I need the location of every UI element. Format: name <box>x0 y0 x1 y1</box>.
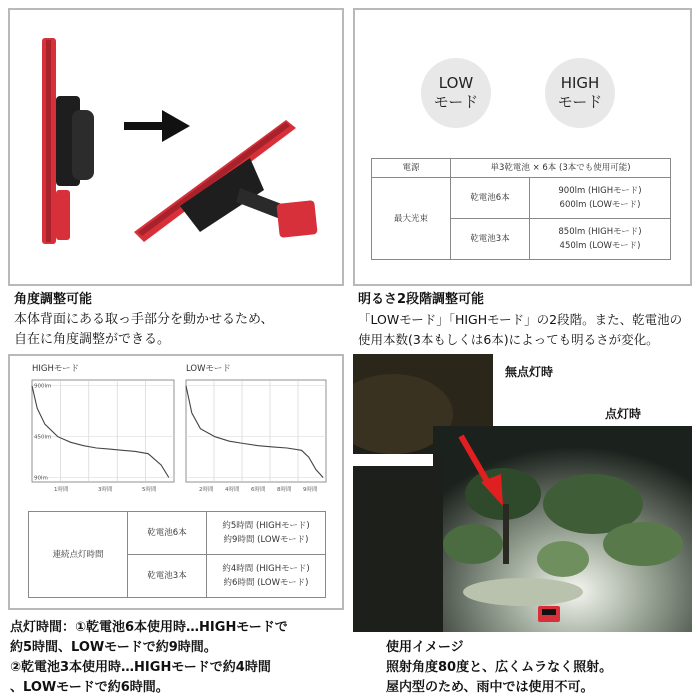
runtime-battery6-values <box>207 512 326 555</box>
caption-usage-line1: 使用イメージ <box>386 640 464 655</box>
battery6-values <box>530 178 671 219</box>
high-mode-line2: モード <box>557 93 603 111</box>
runtime-battery3-values <box>207 555 326 598</box>
caption-brightness-line3: 使用本数(3本もしくは6本)によっても明るさが変化。 <box>358 332 659 347</box>
high-mode-badge <box>545 58 615 128</box>
caption-runtime-line1: 点灯時間：①乾電池6本使用時…HIGHモードで <box>10 620 288 635</box>
battery6-label: 乾電池6本 <box>451 178 530 219</box>
chart-xtick-0-0: 1時間 <box>54 487 69 493</box>
runtime-battery6-label: 乾電池6本 <box>128 512 207 555</box>
chart-ytick-0-2: 90lm <box>34 475 48 482</box>
chart-xtick-1-3: 8時間 <box>277 487 292 493</box>
low-mode-line2: モード <box>433 93 479 111</box>
chart-ytick-0-0: 900lm <box>34 383 52 390</box>
battery6-low: 600lm (LOWモード) <box>559 200 641 210</box>
chart-frame-1 <box>186 380 326 482</box>
caption-brightness <box>358 290 682 350</box>
chart-frame-0 <box>32 380 174 482</box>
product-illustration <box>10 10 342 284</box>
label-lit: 点灯時 <box>605 407 642 421</box>
battery3-label: 乾電池3本 <box>451 219 530 260</box>
arrow-right-icon <box>124 110 190 142</box>
runtime-label: 連続点灯時間 <box>29 512 128 598</box>
caption-usage <box>386 638 612 698</box>
caption-runtime <box>10 618 288 698</box>
label-unlit: 無点灯時 <box>505 365 554 379</box>
low-mode-badge <box>421 58 491 128</box>
light-tilted-image <box>134 120 318 242</box>
caption-angle-line2: 本体背面にある取っ手部分を動かせるため、 <box>14 312 274 327</box>
caption-runtime-line3: ②乾電池3本使用時…HIGHモードで約4時間 <box>10 660 271 675</box>
runtime-charts <box>10 372 342 502</box>
caption-brightness-line2: 「LOWモード」「HIGHモード」の2段階。また、乾電池の <box>358 312 683 327</box>
panel-angle-adjust <box>8 8 344 286</box>
chart-xtick-1-2: 6時間 <box>251 487 266 493</box>
runtime-battery3-label: 乾電池3本 <box>128 555 207 598</box>
chart-xtick-0-1: 3時間 <box>98 487 113 493</box>
power-label: 電源 <box>372 159 451 178</box>
usage-photo <box>353 354 692 632</box>
runtime-battery6-high: 約5時間 (HIGHモード) <box>222 521 310 531</box>
max-flux-label: 最大光束 <box>372 178 451 260</box>
caption-usage-line3: 屋内型のため、雨中では使用不可。 <box>386 680 594 695</box>
caption-runtime-line2: 約5時間、LOWモードで約9時間。 <box>10 640 217 655</box>
panel-brightness <box>353 8 692 286</box>
caption-brightness-line1: 明るさ2段階調整可能 <box>358 292 485 307</box>
low-mode-line1: LOW <box>438 74 474 92</box>
caption-angle-line1: 角度調整可能 <box>14 292 93 307</box>
runtime-spec-table <box>28 511 326 598</box>
power-value: 単3乾電池 × 6本 (3本でも使用可能) <box>451 159 671 178</box>
chart-low-title: LOWモード <box>186 364 231 374</box>
panel-usage-image <box>353 354 692 632</box>
caption-runtime-line4: 、LOWモードで約6時間。 <box>10 680 169 695</box>
chart-xtick-1-1: 4時間 <box>225 487 240 493</box>
chart-xtick-1-4: 9時間 <box>303 487 318 493</box>
battery3-low: 450lm (LOWモード) <box>559 241 641 251</box>
chart-xtick-0-2: 5時間 <box>142 487 157 493</box>
high-mode-line1: HIGH <box>560 74 600 92</box>
runtime-battery3-high: 約4時間 (HIGHモード) <box>222 564 310 574</box>
runtime-battery3-low: 約6時間 (LOWモード) <box>223 578 309 588</box>
battery3-values <box>530 219 671 260</box>
brightness-spec-table <box>371 158 671 260</box>
battery6-high: 900lm (HIGHモード) <box>558 186 642 196</box>
caption-angle-adjust <box>14 290 273 350</box>
caption-angle-line3: 自在に角度調整ができる。 <box>14 332 171 347</box>
chart-ytick-0-1: 450lm <box>34 434 52 441</box>
battery3-high: 850lm (HIGHモード) <box>558 227 642 237</box>
light-upright-image <box>42 38 94 244</box>
chart-xtick-1-0: 2時間 <box>199 487 214 493</box>
runtime-battery6-low: 約9時間 (LOWモード) <box>223 535 309 545</box>
caption-usage-line2: 照射角度80度と、広くムラなく照射。 <box>386 660 613 675</box>
panel-runtime <box>8 354 344 610</box>
chart-high-title: HIGHモード <box>32 364 80 374</box>
